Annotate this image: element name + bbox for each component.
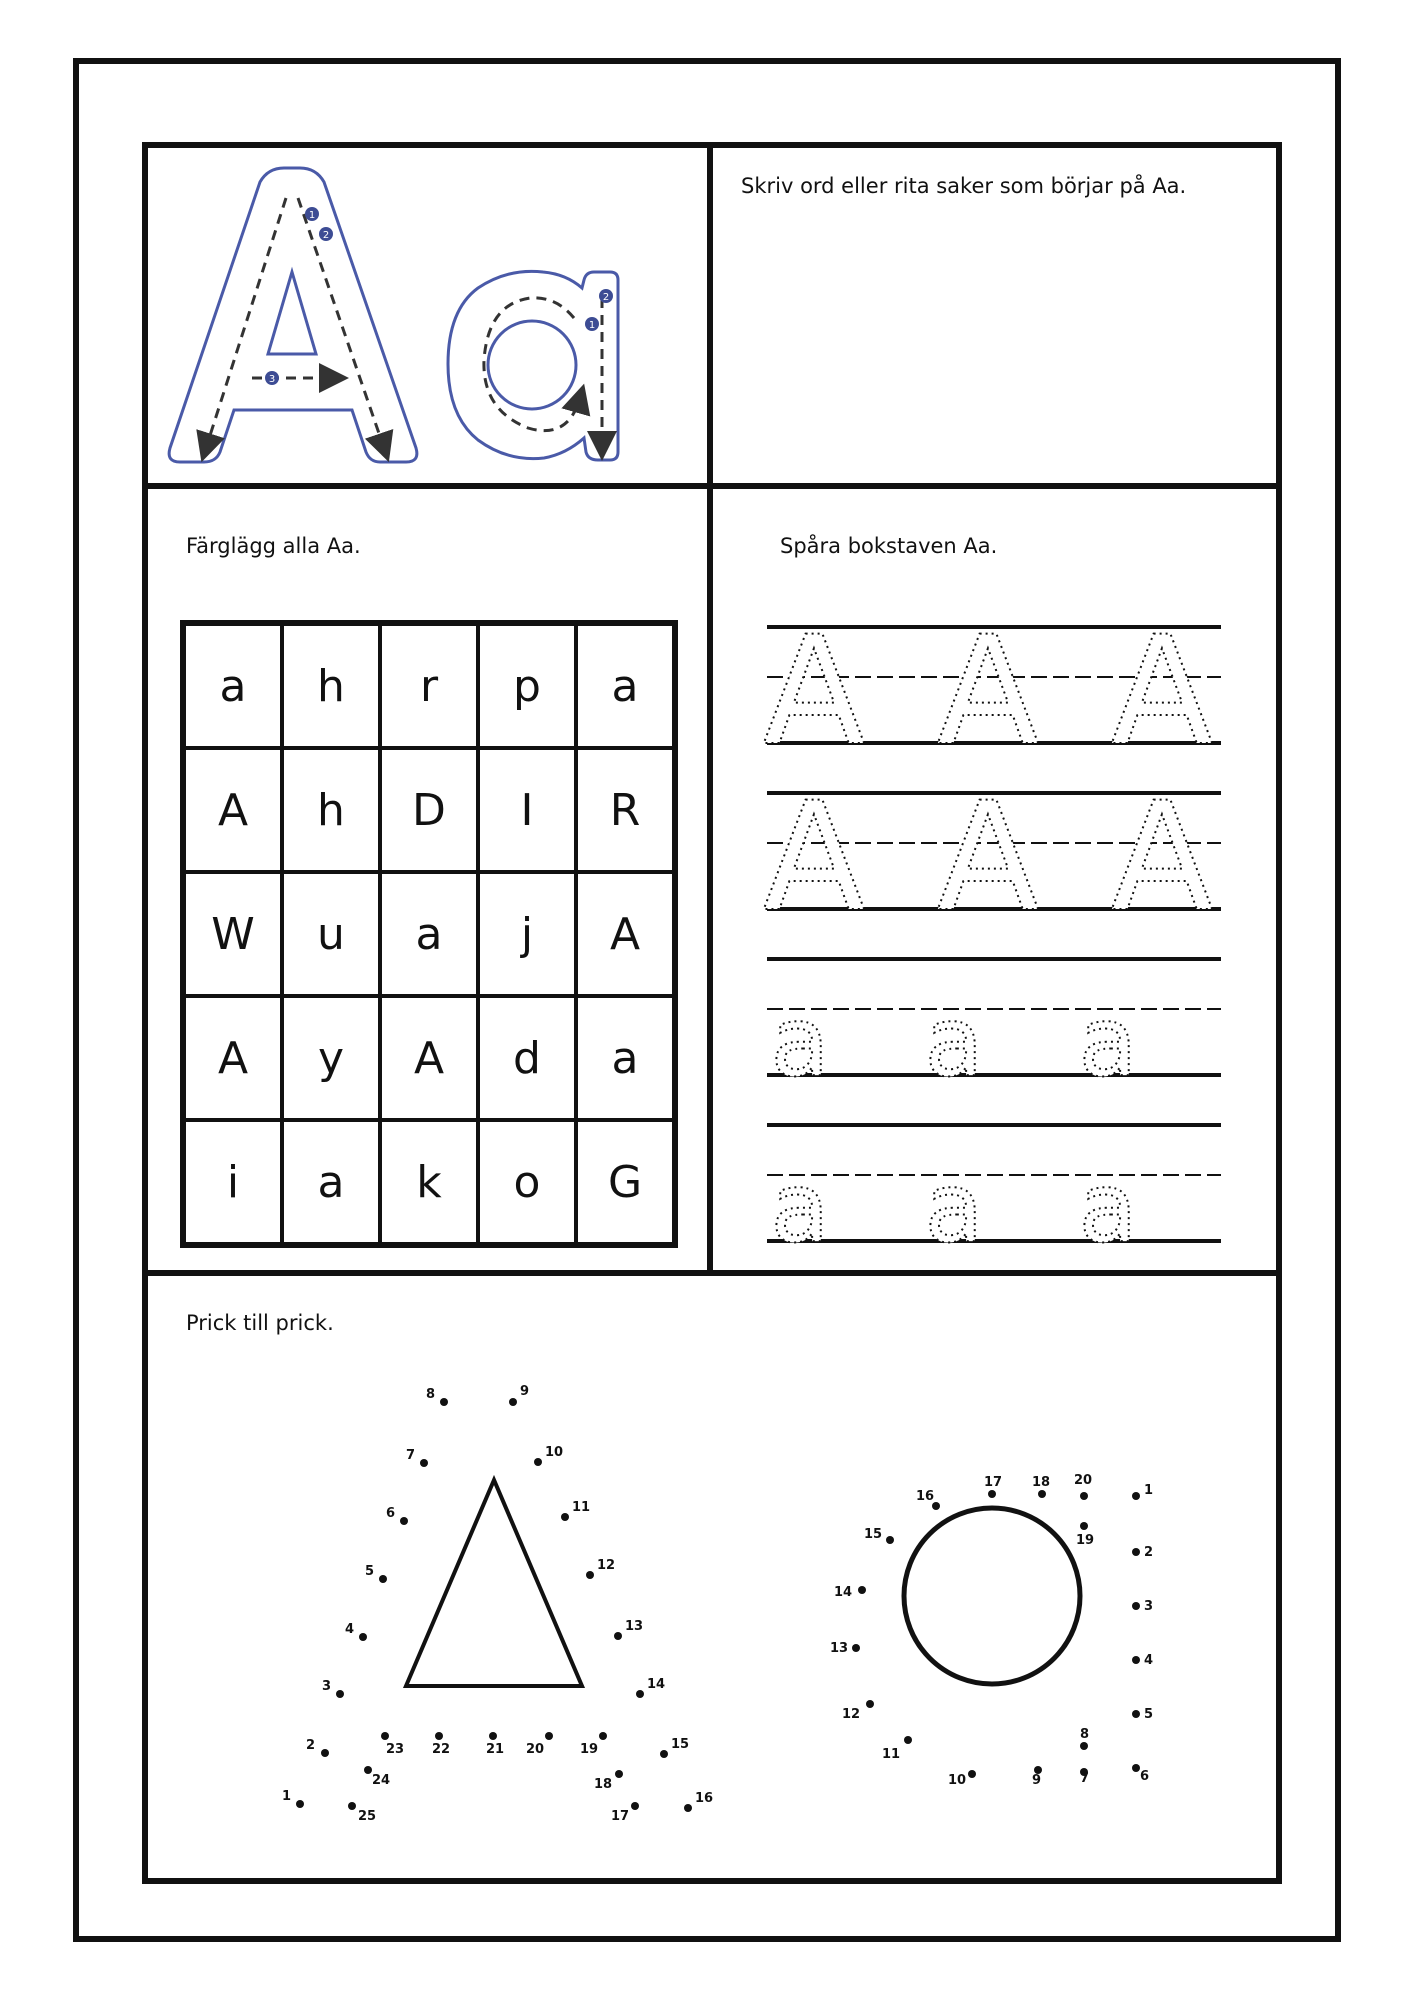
dot-number: 8 — [426, 1387, 436, 1402]
dot-number: 16 — [695, 1791, 714, 1806]
grid-cell[interactable]: a — [380, 872, 478, 996]
dot-number: 20 — [526, 1742, 545, 1757]
trace-lowercase-a: a — [770, 986, 830, 1098]
grid-cell[interactable]: o — [478, 1120, 576, 1244]
grid-cell[interactable]: a — [184, 624, 282, 748]
write-draw-panel[interactable] — [707, 142, 1282, 489]
grid-cell[interactable]: A — [184, 996, 282, 1120]
dot-number: 18 — [1032, 1475, 1051, 1490]
uppercase-a-outline — [169, 168, 417, 462]
letter-guide-panel — [142, 142, 713, 489]
uppercase-a-counter — [268, 272, 316, 354]
letter-guide-illustration — [148, 148, 707, 483]
dot-number: 14 — [834, 1585, 853, 1600]
stroke-number: 2 — [322, 230, 330, 241]
dot-number: 11 — [882, 1747, 901, 1762]
dot-number: 5 — [1144, 1707, 1154, 1722]
dot-number: 1 — [1144, 1483, 1154, 1498]
dot-to-dot-lowercase-a[interactable] — [820, 1460, 1180, 1788]
lowercase-a-outline — [448, 271, 618, 460]
grid-cell[interactable]: a — [576, 996, 674, 1120]
grid-cell[interactable]: a — [576, 624, 674, 748]
lowercase-a-counter — [488, 321, 576, 409]
dot-number: 13 — [830, 1641, 849, 1656]
dot-number: 11 — [572, 1500, 591, 1515]
grid-cell[interactable]: A — [184, 748, 282, 872]
grid-cell[interactable]: W — [184, 872, 282, 996]
dot-number: 10 — [948, 1773, 967, 1788]
dot-number: 15 — [864, 1527, 883, 1542]
dot-number: 2 — [1144, 1545, 1154, 1560]
dot-number: 5 — [365, 1564, 375, 1579]
trace-uppercase-a: A — [762, 771, 866, 945]
dot-number: 2 — [306, 1738, 316, 1753]
grid-cell[interactable]: D — [380, 748, 478, 872]
stroke-number: 2 — [602, 292, 610, 303]
dot-number: 22 — [432, 1742, 451, 1757]
trace-lowercase-a: a — [924, 1152, 984, 1264]
dot-number: 3 — [322, 1679, 332, 1694]
grid-cell[interactable]: h — [282, 748, 380, 872]
dot-number: 25 — [358, 1809, 377, 1824]
dot-number: 20 — [1074, 1473, 1093, 1488]
grid-cell[interactable]: A — [576, 872, 674, 996]
tracing-lines[interactable] — [762, 605, 1234, 1264]
trace-uppercase-a: A — [1110, 771, 1214, 945]
dot-number: 13 — [625, 1619, 644, 1634]
trace-lowercase-a: a — [770, 1152, 830, 1264]
dot-number: 6 — [1140, 1769, 1150, 1784]
trace-uppercase-a: A — [936, 605, 1040, 779]
dot-number: 6 — [386, 1506, 396, 1521]
dot-number: 23 — [386, 1742, 405, 1757]
dot-number: 14 — [647, 1677, 666, 1692]
dot-number: 21 — [486, 1742, 505, 1757]
grid-cell[interactable]: G — [576, 1120, 674, 1244]
grid-cell[interactable]: d — [478, 996, 576, 1120]
dot-number: 17 — [984, 1475, 1003, 1490]
grid-cell[interactable]: u — [282, 872, 380, 996]
trace-uppercase-a: A — [762, 605, 866, 779]
grid-cell[interactable]: h — [282, 624, 380, 748]
dot-number: 10 — [545, 1445, 564, 1460]
dot-number: 18 — [594, 1777, 613, 1792]
grid-cell[interactable]: A — [380, 996, 478, 1120]
dot-number: 3 — [1144, 1599, 1154, 1614]
dot-to-dot-uppercase-a[interactable] — [260, 1360, 720, 1824]
dot-number: 15 — [671, 1737, 690, 1752]
stroke-number: 1 — [308, 210, 316, 221]
dot-number: 12 — [842, 1707, 861, 1722]
dot-number: 7 — [1080, 1771, 1090, 1786]
color-instruction: Färglägg alla Aa. — [186, 534, 361, 558]
dot-number: 17 — [611, 1809, 630, 1824]
write-instruction: Skriv ord eller rita saker som börjar på Aa. — [741, 174, 1187, 198]
grid-cell[interactable]: y — [282, 996, 380, 1120]
dot-number: 16 — [916, 1489, 935, 1504]
grid-cell[interactable]: R — [576, 748, 674, 872]
stroke-number: 1 — [588, 320, 596, 331]
dot-number: 9 — [1032, 1773, 1042, 1788]
dot-number: 12 — [597, 1558, 616, 1573]
dot-number: 4 — [345, 1622, 355, 1637]
trace-uppercase-a: A — [936, 771, 1040, 945]
grid-cell[interactable]: k — [380, 1120, 478, 1244]
grid-cell[interactable]: a — [282, 1120, 380, 1244]
trace-lowercase-a: a — [924, 986, 984, 1098]
dot-number: 19 — [580, 1742, 599, 1757]
dot-number: 4 — [1144, 1653, 1154, 1668]
grid-cell[interactable]: p — [478, 624, 576, 748]
grid-cell[interactable]: I — [478, 748, 576, 872]
dot-number: 9 — [520, 1384, 530, 1399]
dots-instruction: Prick till prick. — [186, 1311, 334, 1335]
grid-cell[interactable]: r — [380, 624, 478, 748]
letter-grid — [180, 620, 678, 1248]
trace-lowercase-a: a — [1078, 1152, 1138, 1264]
trace-instruction: Spåra bokstaven Aa. — [780, 534, 998, 558]
dot-number: 7 — [406, 1448, 416, 1463]
grid-cell[interactable]: j — [478, 872, 576, 996]
dot-number: 24 — [372, 1773, 391, 1788]
trace-lowercase-a: a — [1078, 986, 1138, 1098]
dot-number: 8 — [1080, 1727, 1090, 1742]
dot-number: 19 — [1076, 1533, 1095, 1548]
dot-number: 1 — [282, 1789, 292, 1804]
grid-cell[interactable]: i — [184, 1120, 282, 1244]
stroke-number: 3 — [268, 374, 276, 385]
trace-uppercase-a: A — [1110, 605, 1214, 779]
